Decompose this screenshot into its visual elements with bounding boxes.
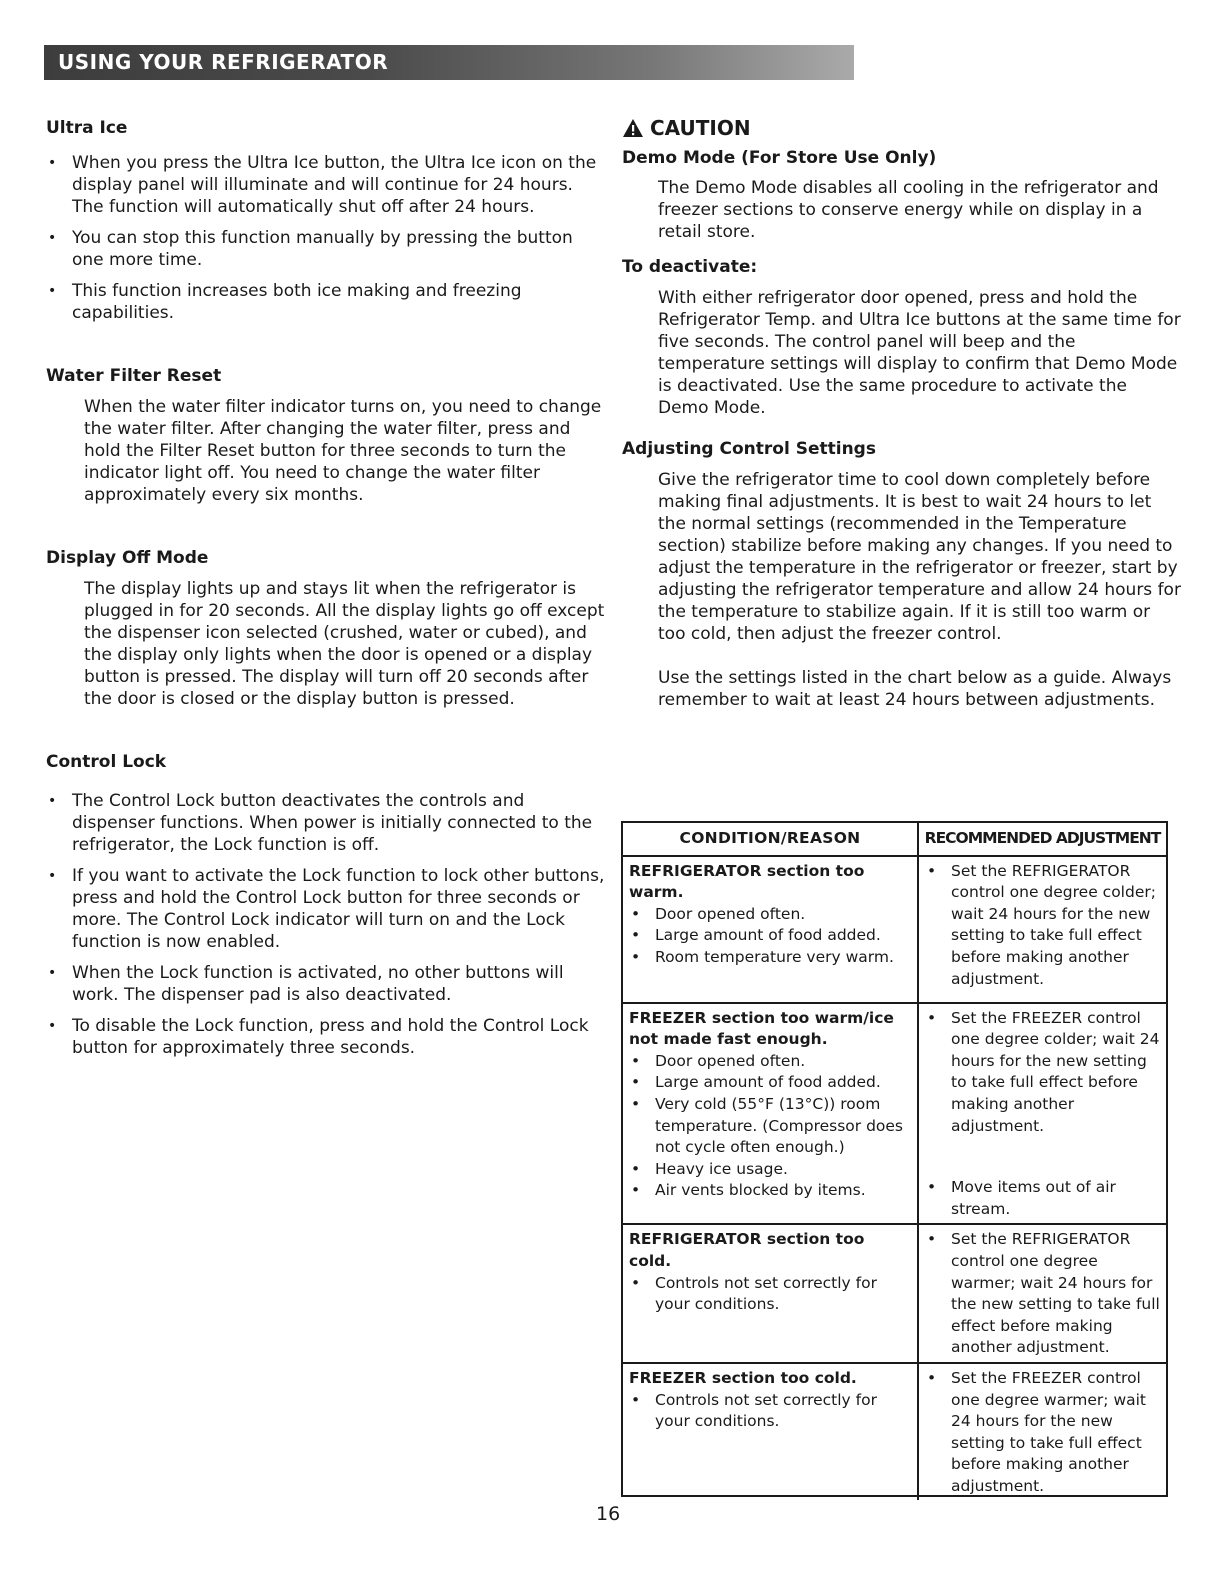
list-item: • Set the REFRIGERATOR control one degree warmer; wait 24 hours for the new setting to take full effect before making another adjustment. <box>925 1229 1160 1359</box>
adjusting-guide-text: Use the settings listed in the chart below as a guide. Always remember to wait at least 24 hours between adjustments. <box>658 668 1172 710</box>
condition-title: REFRIGERATOR section too cold. <box>629 1230 865 1270</box>
control-lock-section <box>46 752 606 1059</box>
list-item: • Set the FREEZER control one degree colder; wait 24 hours for the new setting to take full effect before making another adjustment. <box>925 1008 1160 1138</box>
page-title: USING YOUR REFRIGERATOR <box>58 50 389 74</box>
list-item: • This function increases both ice making and freezing capabilities. <box>46 280 606 324</box>
list-item: • If you want to activate the Lock function to lock other buttons, press and hold the Control Lock button for three seconds or more. The Control Lock indicator will turn on and the Lock function is now enabled. <box>46 865 606 953</box>
table-row <box>623 1363 1166 1501</box>
table-header-row <box>623 823 1166 856</box>
condition-cell <box>623 1003 918 1225</box>
caution-text: CAUTION <box>650 116 751 140</box>
list-item: • Very cold (55°F (13°C)) room temperature. (Compressor does not cycle often enough.) <box>629 1094 911 1159</box>
list-item: • Large amount of food added. <box>629 925 911 947</box>
page-number: 16 <box>596 1503 621 1525</box>
list-item: • The Control Lock button deactivates the controls and dispenser functions. When power is initially connected to the refrigerator, the Lock function is off. <box>46 790 606 856</box>
ultra-ice-section <box>46 118 606 324</box>
table-row <box>623 856 1166 1003</box>
water-filter-section <box>46 366 606 506</box>
list-item: • Door opened often. <box>629 1051 911 1073</box>
adjustment-cell <box>918 856 1166 1003</box>
list-item: • Door opened often. <box>629 904 911 926</box>
condition-cell <box>623 1363 918 1501</box>
section-banner <box>44 45 854 80</box>
water-filter-text: When the water filter indicator turns on, you need to change the water filter. After changing the water filter, press and hold the Filter Reset button for three seconds to turn the indicator light off. You need to change the water filter approximately every six months. <box>84 397 602 505</box>
list-item: • To disable the Lock function, press and hold the Control Lock button for approximately three seconds. <box>46 1015 606 1059</box>
warning-triangle-icon <box>622 118 644 138</box>
display-off-text: The display lights up and stays lit when the refrigerator is plugged in for 20 seconds. All the display lights go off except the dispenser icon selected (crushed, water or cubed), and the display only lights when the door is opened or a display button is pressed. The display will turn off 20 seconds after the door is closed or the display button is pressed. <box>84 579 605 709</box>
control-lock-heading: Control Lock <box>46 752 167 772</box>
list-item: • Set the FREEZER control one degree warmer; wait 24 hours for the new setting to take full effect before making another adjustment. <box>925 1368 1160 1498</box>
adjustment-table <box>621 821 1168 1497</box>
list-item: • Heavy ice usage. <box>629 1159 911 1181</box>
ultra-ice-heading: Ultra Ice <box>46 118 128 138</box>
condition-title: REFRIGERATOR section too warm. <box>629 861 865 902</box>
condition-cell <box>623 856 918 1003</box>
adjustment-cell <box>918 1363 1166 1501</box>
demo-mode-text: The Demo Mode disables all cooling in the refrigerator and freezer sections to conserve energy while on display in a retail store. <box>658 178 1159 242</box>
table-row <box>623 1224 1166 1363</box>
list-item: • Move items out of air stream. <box>925 1177 1160 1220</box>
adjustment-header: RECOMMENDED ADJUSTMENT <box>918 823 1166 856</box>
ultra-ice-list <box>46 152 606 324</box>
list-item: • Controls not set correctly for your conditions. <box>629 1273 911 1316</box>
display-off-section <box>46 548 606 710</box>
adjustment-cell <box>918 1003 1166 1225</box>
right-column <box>622 116 1182 711</box>
left-column <box>46 118 606 1068</box>
table-row <box>623 1003 1166 1225</box>
adjusting-text: Give the refrigerator time to cool down completely before making final adjustments. It is best to wait 24 hours to let the normal settings (recommended in the Temperature section) stabilize before making any changes. If you need to adjust the temperature in the refrigerator or freezer, start by adjusting the refrigerator temperature and allow 24 hours for the temperature to stabilize again. If it is still too warm or too cold, then adjust the freezer control. <box>658 470 1181 644</box>
control-lock-list <box>46 790 606 1059</box>
condition-cell <box>623 1224 918 1363</box>
list-item: • When the Lock function is activated, no other buttons will work. The dispenser pad is also deactivated. <box>46 962 606 1006</box>
water-filter-heading: Water Filter Reset <box>46 366 222 386</box>
list-item: • Set the REFRIGERATOR control one degree colder; wait 24 hours for the new setting to take full effect before making another adjustment. <box>925 861 1160 991</box>
condition-title: FREEZER section too warm/ice not made fast enough. <box>629 1008 894 1049</box>
list-item: • Controls not set correctly for your conditions. <box>629 1390 911 1433</box>
list-item: • When you press the Ultra Ice button, the Ultra Ice icon on the display panel will illuminate and will continue for 24 hours. The function will automatically shut off after 24 hours. <box>46 152 606 218</box>
condition-header: CONDITION/REASON <box>623 823 918 856</box>
list-item: • You can stop this function manually by pressing the button one more time. <box>46 227 606 271</box>
condition-title: FREEZER section too cold. <box>629 1368 857 1387</box>
deactivate-heading: To deactivate: <box>622 257 758 277</box>
display-off-heading: Display Off Mode <box>46 548 209 568</box>
list-item: • Large amount of food added. <box>629 1072 911 1094</box>
list-item: • Room temperature very warm. <box>629 947 911 969</box>
deactivate-text: With either refrigerator door opened, press and hold the Refrigerator Temp. and Ultra Ice buttons at the same time for five seconds. The control panel will beep and the temperature settings will display to confirm that Demo Mode is deactivated. Use the same procedure to activate the Demo Mode. <box>658 288 1181 418</box>
list-item: • Air vents blocked by items. <box>629 1180 911 1202</box>
caution-label <box>622 116 1182 140</box>
demo-mode-heading: Demo Mode (For Store Use Only) <box>622 148 937 168</box>
adjustment-cell <box>918 1224 1166 1363</box>
adjusting-heading: Adjusting Control Settings <box>622 439 876 459</box>
